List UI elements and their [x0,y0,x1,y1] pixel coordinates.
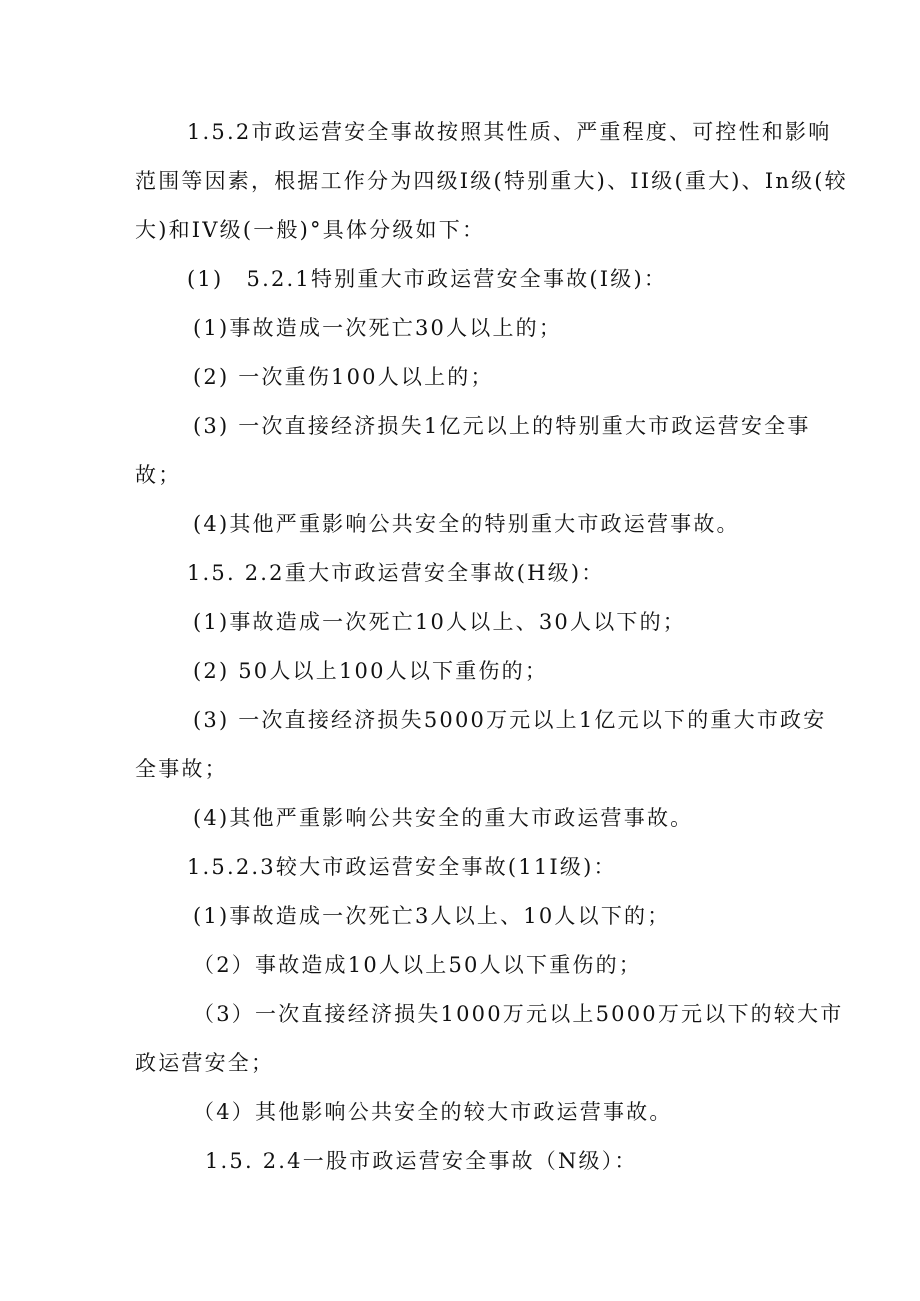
text-line: 1.5. 2.2重大市政运营安全事故(H级)： [187,561,605,585]
text-line: (1) 5.2.1特别重大市政运营安全事故(I级)： [187,267,668,291]
text-line: (4)其他严重影响公共安全的重大市政运营事故。 [193,806,694,830]
text-line: 范围等因素，根据工作分为四级I级(特别重大)、II级(重大)、In级(较 [135,169,848,193]
text-line: (1)事故造成一次死亡10人以上、30人以下的； [193,610,686,634]
text-line: 1.5.2.3较大市政运营安全事故(11I级)： [187,855,617,879]
text-line: (4)其他严重影响公共安全的特别重大市政运营事故。 [193,512,740,536]
text-line: (2) 50人以上100人以下重伤的； [193,659,549,683]
text-line: (3) 一次直接经济损失1亿元以上的特别重大市政运营安全事 [193,414,811,438]
text-line: 故； [135,463,182,487]
text-line: 全事故； [135,757,228,781]
text-line: (3) 一次直接经济损失5000万元以上1亿元以下的重大市政安 [193,708,827,732]
text-line: （4）其他影响公共安全的较大市政运营事故。 [193,1100,673,1124]
text-line: 大)和IV级(一般)°具体分级如下： [135,218,486,242]
text-line: 政运营安全； [135,1051,275,1075]
text-line: （2）事故造成10人以上50人以下重伤的； [193,953,643,977]
text-line: 1.5. 2.4一股市政运营安全事故（N级）： [205,1149,638,1173]
text-line: （3）一次直接经济损失1000万元以上5000万元以下的较大市 [193,1002,844,1026]
text-line: (1)事故造成一次死亡3人以上、10人以下的； [193,904,671,928]
text-line: (2) 一次重伤100人以上的； [193,365,494,389]
text-line: 1.5.2市政运营安全事故按照其性质、严重程度、可控性和影响 [187,120,832,144]
text-line: (1)事故造成一次死亡30人以上的； [193,316,563,340]
